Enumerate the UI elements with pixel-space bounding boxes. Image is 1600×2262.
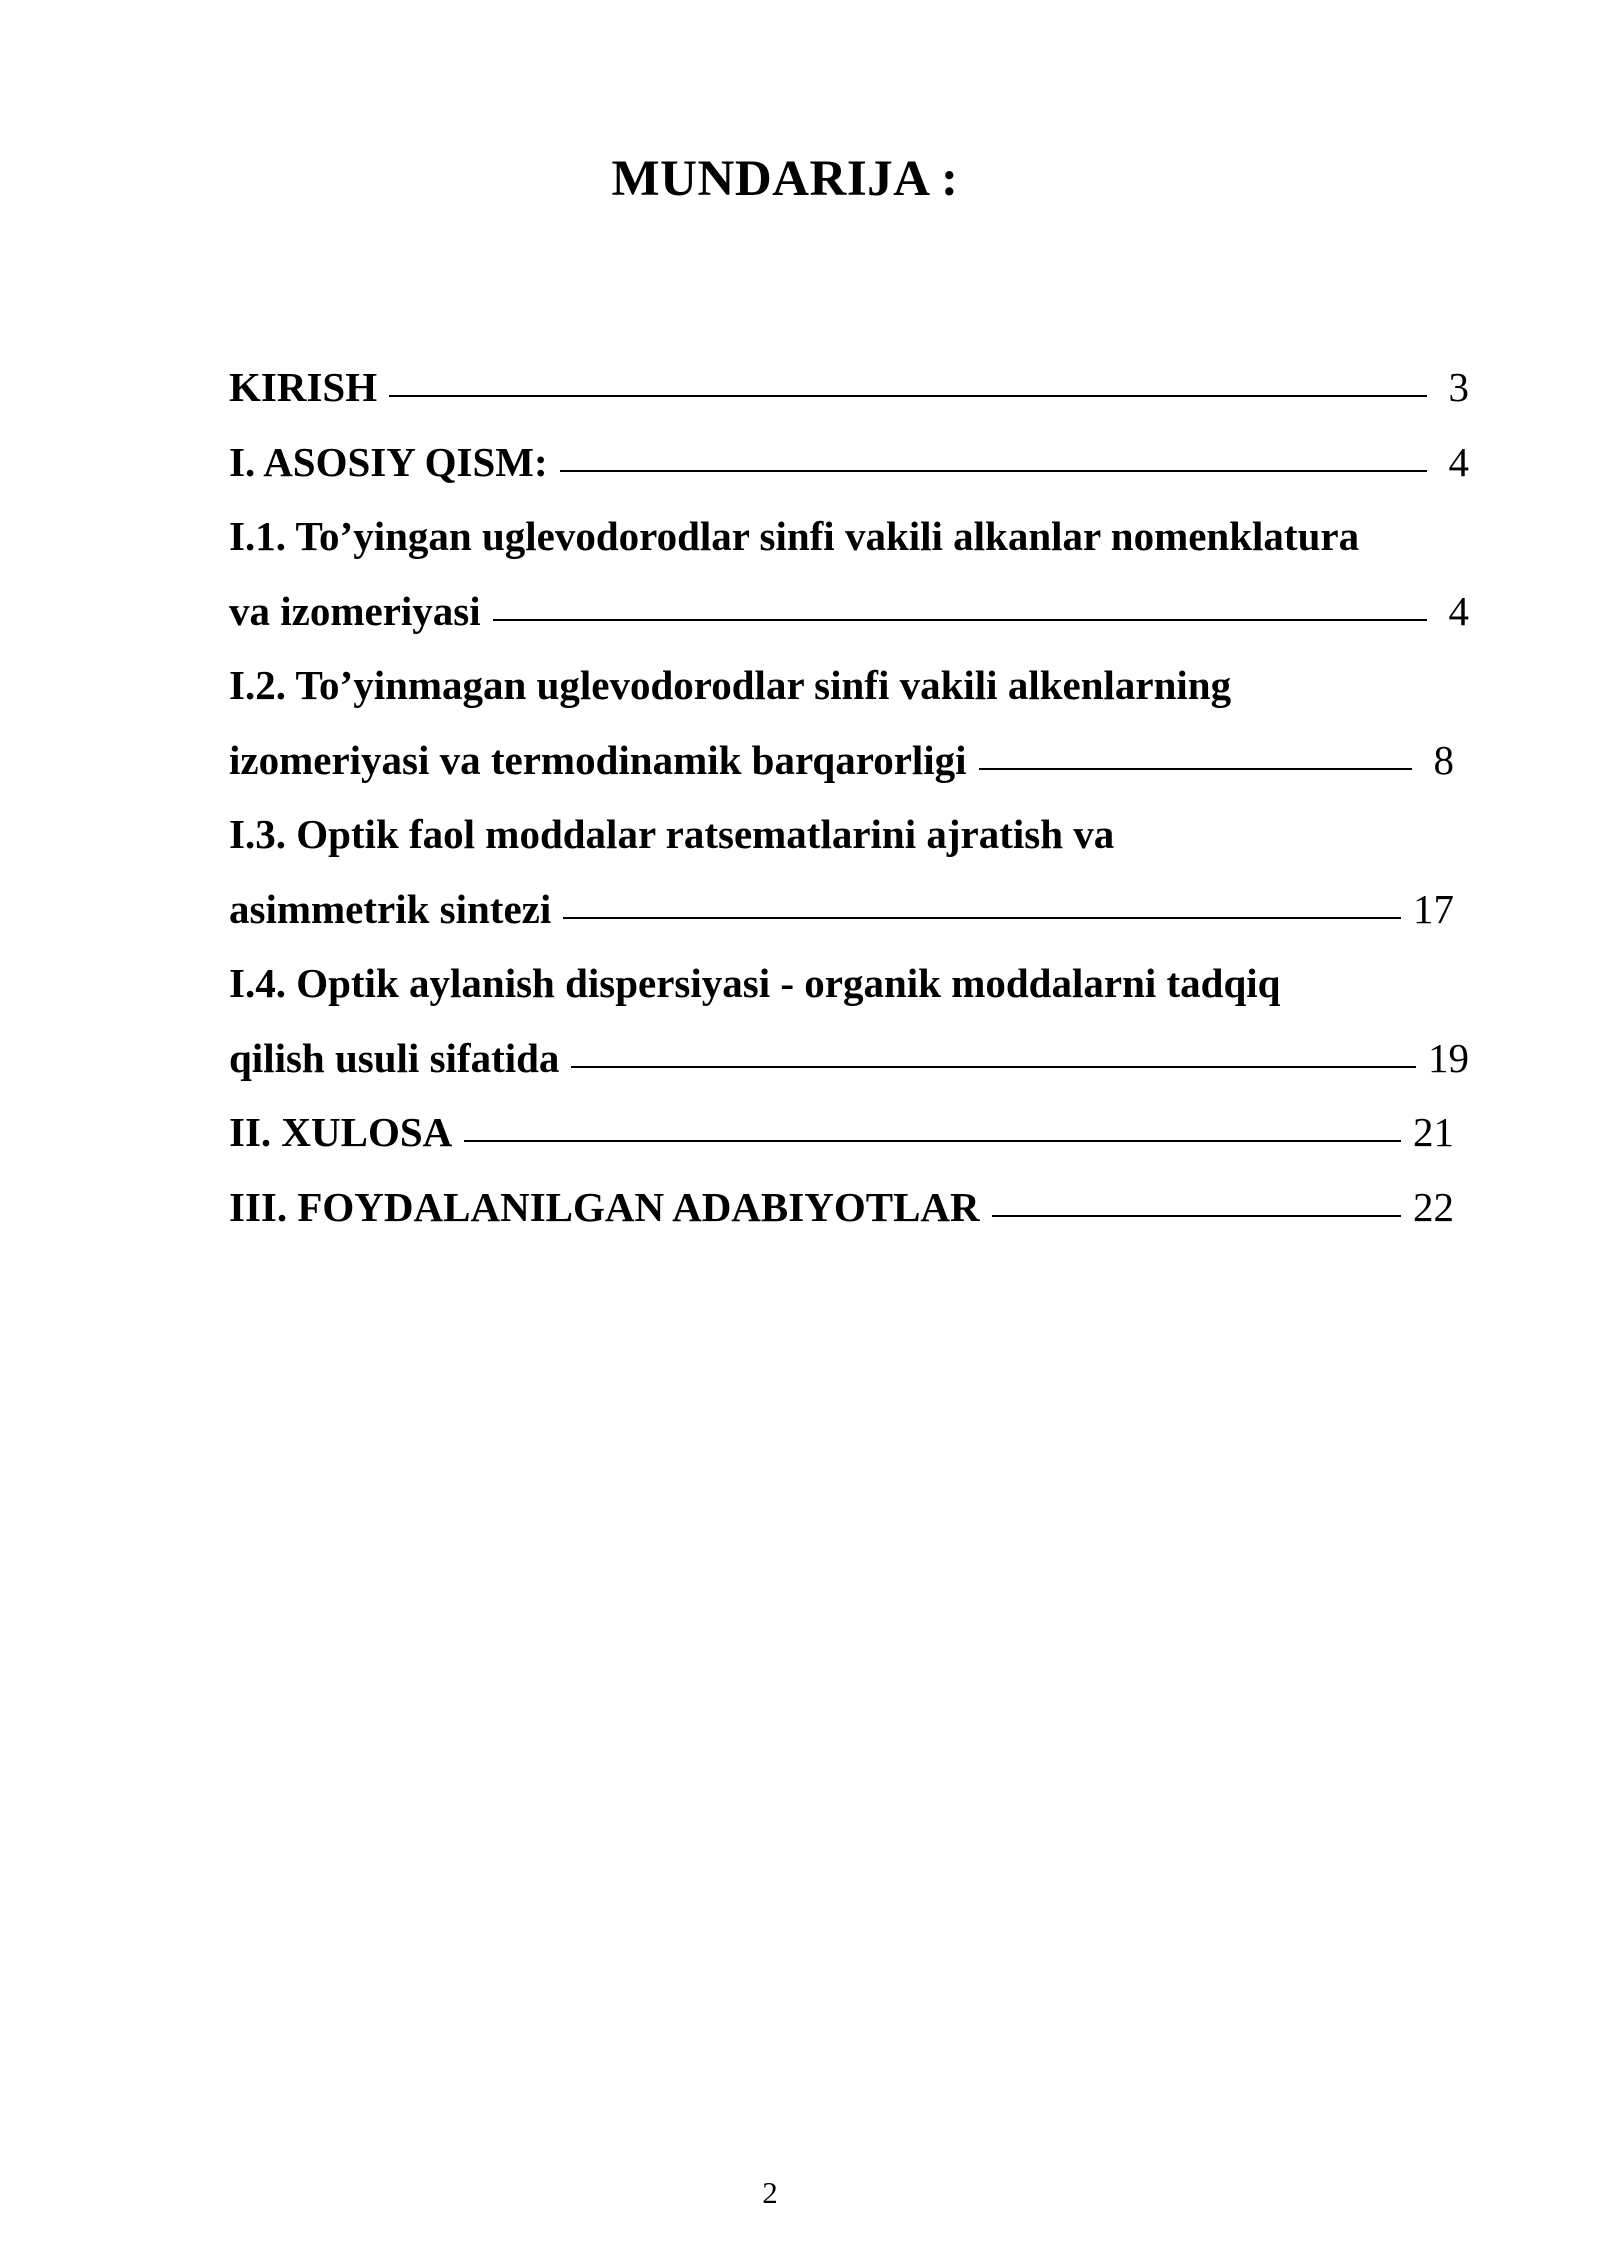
- toc-line: [229, 1095, 1454, 1170]
- toc-leader-line: [389, 395, 1427, 397]
- toc-line: [229, 723, 1454, 798]
- toc-entry-label: I.3. Optik faol moddalar ratsematlarini ajratish va: [229, 811, 1115, 857]
- toc-entry-label: I.4. Optik aylanish dispersiyasi - organik moddalarni tadqiq: [229, 960, 1281, 1006]
- toc-entry-label: II. XULOSA: [229, 1109, 453, 1155]
- toc-entry-asosiy-qism[interactable]: [229, 425, 1469, 500]
- page-number-footer: 2: [762, 2175, 778, 2210]
- toc-entry-label: I.1. To’yingan uglevodorodlar sinfi vakili alkanlar nomenklatura: [229, 513, 1360, 559]
- toc-line: [229, 574, 1469, 649]
- toc-line: [229, 1021, 1469, 1096]
- toc-page-number: 19: [1428, 1034, 1469, 1081]
- toc-leader-line: [992, 1215, 1401, 1217]
- toc-page-number: 4: [1448, 587, 1469, 634]
- toc-leader-line: [571, 1066, 1416, 1068]
- page-title: MUNDARIJA :: [611, 151, 959, 207]
- toc-entry-kirish[interactable]: [229, 350, 1469, 425]
- toc-entry-section-1-3[interactable]: [229, 797, 1469, 946]
- toc-leader-line: [493, 619, 1427, 621]
- toc-entry-label-continued: qilish usuli sifatida: [229, 1034, 560, 1081]
- toc-page-number: 4: [1448, 438, 1469, 485]
- toc-page-number: 8: [1433, 736, 1454, 783]
- toc-entry-label: I.2. To’yinmagan uglevodorodlar sinfi vakili alkenlarning: [229, 662, 1232, 708]
- toc-leader-line: [560, 470, 1427, 472]
- toc-entry-label: KIRISH: [229, 364, 378, 410]
- toc-entry-xulosa[interactable]: [229, 1095, 1469, 1170]
- toc-line: [229, 499, 1469, 574]
- toc-entry-section-1-1[interactable]: [229, 499, 1469, 648]
- toc-line: [229, 425, 1469, 500]
- toc-entry-label-continued: va izomeriyasi: [229, 587, 481, 634]
- toc-line: [229, 872, 1454, 947]
- toc-entry-label-continued: asimmetrik sintezi: [229, 885, 552, 932]
- toc-leader-line: [563, 917, 1401, 919]
- toc-entry-adabiyotlar[interactable]: [229, 1170, 1469, 1245]
- toc-page-number: 21: [1413, 1109, 1454, 1155]
- toc-line: [229, 350, 1469, 425]
- toc-line: [229, 946, 1469, 1021]
- table-of-contents: [229, 350, 1469, 1244]
- toc-line: [229, 797, 1469, 872]
- toc-entry-section-1-4[interactable]: [229, 946, 1469, 1095]
- toc-page-number: 22: [1413, 1183, 1454, 1230]
- toc-line: [229, 648, 1469, 723]
- toc-leader-line: [979, 768, 1412, 770]
- toc-page-number: 3: [1448, 364, 1469, 410]
- toc-entry-label: III. FOYDALANILGAN ADABIYOTLAR: [229, 1183, 980, 1230]
- toc-entry-section-1-2[interactable]: [229, 648, 1469, 797]
- toc-line: [229, 1170, 1454, 1245]
- toc-entry-label: I. ASOSIY QISM:: [229, 438, 548, 485]
- toc-page-number: 17: [1413, 885, 1454, 932]
- toc-entry-label-continued: izomeriyasi va termodinamik barqarorligi: [229, 736, 967, 783]
- toc-leader-line: [464, 1140, 1401, 1142]
